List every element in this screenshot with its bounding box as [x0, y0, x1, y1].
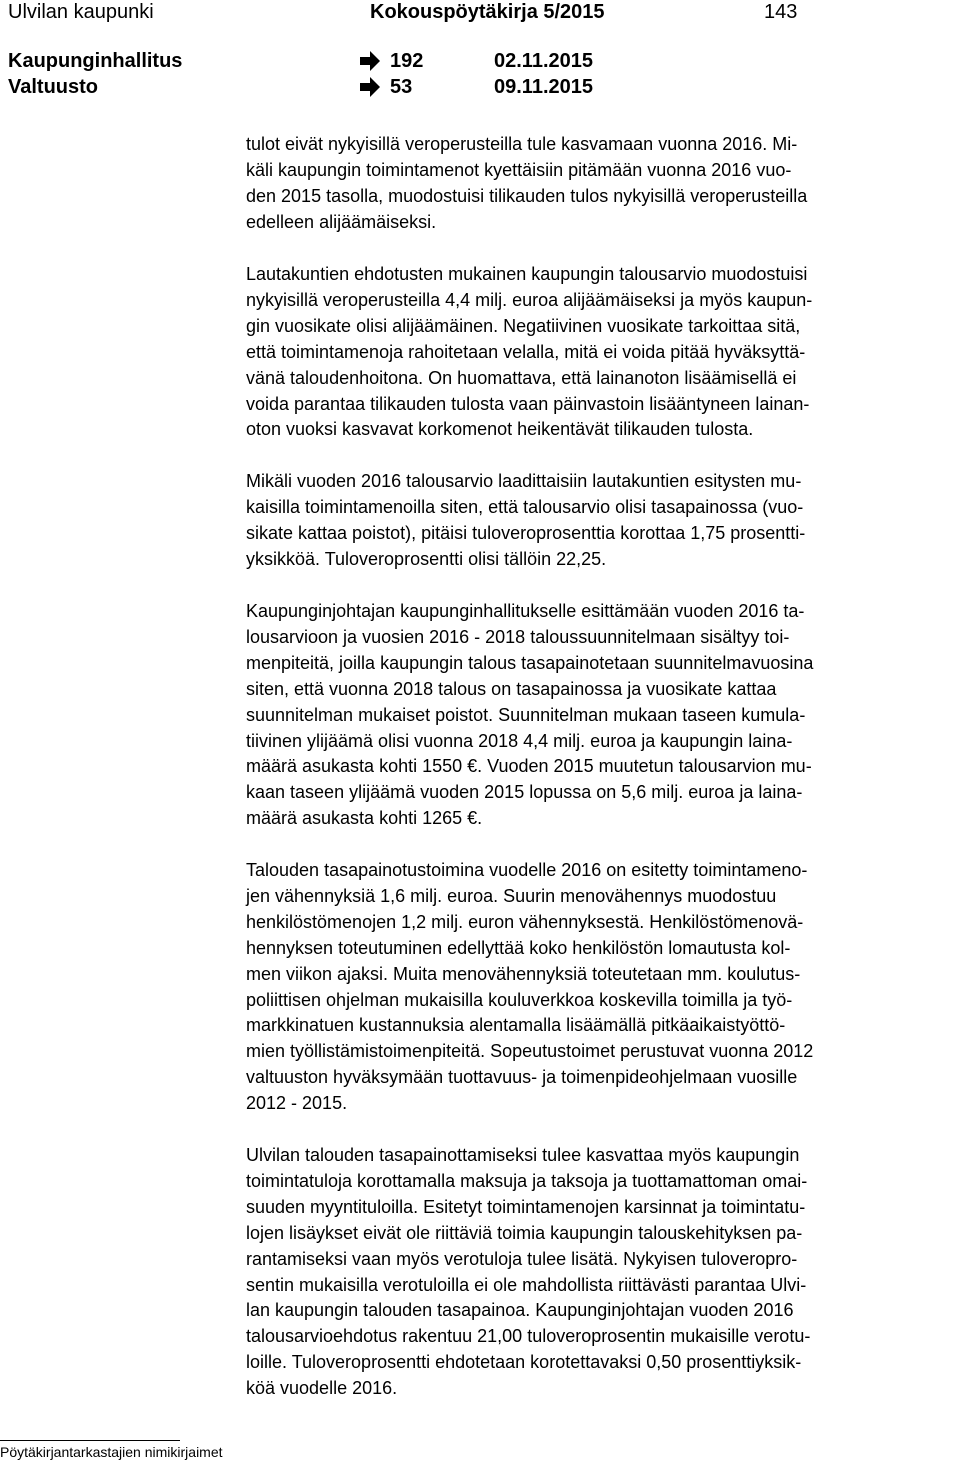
- text-line: suunnitelman mukaiset poistot. Suunnitelman mukaan taseen kumula-: [246, 704, 806, 725]
- text-line: sikate kattaa poistot), pitäisi tuloveroprosenttia korottaa 1,75 prosentti-: [246, 522, 806, 543]
- text-line: käli kaupungin toimintamenot kyettäisiin pitämään vuonna 2016 vuo-: [246, 159, 792, 180]
- text-line: Talouden tasapainotustoimina vuodelle 2016 on esitetty toimintameno-: [246, 860, 808, 880]
- text-line: henkilöstömenojen 1,2 milj. euron vähennyksestä. Henkilöstömenovä-: [246, 911, 804, 932]
- meeting-body-2: Valtuusto: [8, 76, 99, 98]
- city-name: Ulvilan kaupunki: [8, 1, 154, 23]
- text-line: gin vuosikate olisi alijäämäinen. Negatiivinen vuosikate tarkoittaa sitä,: [246, 315, 801, 336]
- text-line: voida parantaa tilikauden tulosta vaan päinvastoin lisääntyneen lainan-: [246, 393, 810, 414]
- text-line: Mikäli vuoden 2016 talousarvio laadittaisiin lautakuntien esitysten mu-: [246, 471, 802, 491]
- text-line: rantamiseksi vaan myös verotuloja tulee lisätä. Nykyisen tuloveropro-: [246, 1248, 798, 1269]
- text-line: määrä asukasta kohti 1550 €. Vuoden 2015 muutetun talousarvion mu-: [246, 756, 812, 777]
- text-line: kaan taseen ylijäämä vuoden 2015 lopussa on 5,6 milj. euroa ja laina-: [246, 782, 803, 803]
- text-line: sentin mukaisilla verotuloilla ei ole mahdollista riittävästi parantaa Ulvi-: [246, 1274, 807, 1295]
- text-line: mien työllistämistoimenpiteitä. Sopeutustoimet perustuvat vuonna 2012: [246, 1041, 814, 1062]
- text-line: loille. Tuloveroprosentti ehdotetaan korotettavaksi 0,50 prosenttiyksik-: [246, 1352, 802, 1373]
- section-number-2: 53: [390, 76, 413, 98]
- text-line: Ulvilan talouden tasapainottamiseksi tulee kasvattaa myös kaupungin: [246, 1145, 800, 1165]
- paragraph-4: [246, 599, 958, 832]
- paragraph-6: [246, 1143, 958, 1402]
- text-line: jen vähennyksiä 1,6 milj. euroa. Suurin menovähennys muodostuu: [246, 885, 777, 906]
- document-title: Kokouspöytäkirja 5/2015: [370, 1, 605, 23]
- paragraph-3: [246, 469, 958, 573]
- text-line: lan kaupungin talouden tasapainoa. Kaupunginjohtajan vuoden 2016: [246, 1300, 794, 1321]
- meeting-body-1: Kaupunginhallitus: [8, 50, 183, 72]
- text-line: talousarvioehdotus rakentuu 21,00 tuloveroprosentin mukaisille verotu-: [246, 1326, 811, 1347]
- text-line: kaisilla toimintamenoilla siten, että talousarvio olisi tasapainossa (vuo-: [246, 496, 804, 517]
- section-number-1: 192: [390, 50, 424, 72]
- paragraph-2: [246, 262, 958, 443]
- meeting-date-2: 09.11.2015: [494, 76, 593, 98]
- section-arrow-icon: [360, 51, 380, 71]
- paragraph-1: [246, 132, 958, 236]
- section-arrow-icon: [360, 77, 380, 97]
- text-line: vänä taloudenhoitona. On huomattava, että lainanoton lisäämisellä ei: [246, 367, 797, 388]
- text-line: hennyksen toteutuminen edellyttää koko henkilöstön lomautusta kol-: [246, 937, 791, 958]
- text-line: siten, että vuonna 2018 talous on tasapainossa ja vuosikate kattaa: [246, 678, 777, 699]
- text-line: tulot eivät nykyisillä veroperusteilla tule kasvamaan vuonna 2016. Mi-: [246, 134, 798, 154]
- footer-divider: [0, 1440, 180, 1441]
- paragraph-5: [246, 858, 958, 1117]
- text-line: 2012 - 2015.: [246, 1093, 348, 1114]
- text-line: toimintatuloja korottamalla maksuja ja taksoja ja tuottamattoman omai-: [246, 1170, 808, 1191]
- text-line: köä vuodelle 2016.: [246, 1378, 398, 1399]
- text-line: että toimintamenoja rahoitetaan velalla, mitä ei voida pitää hyväksyttä-: [246, 341, 806, 362]
- text-line: men viikon ajaksi. Muita menovähennyksiä toteutetaan mm. koulutus-: [246, 963, 801, 984]
- text-line: suuden myyntituloilla. Esitetyt toimintamenojen karsinnat ja toimintatu-: [246, 1196, 806, 1217]
- text-line: valtuuston hyväksymään tuottavuus- ja toimenpideohjelmaan vuosille: [246, 1067, 798, 1088]
- text-line: yksikköä. Tuloveroprosentti olisi tällöin 22,25.: [246, 548, 607, 569]
- text-line: tiivinen ylijäämä olisi vuonna 2018 4,4 milj. euroa ja kaupungin laina-: [246, 730, 793, 751]
- text-line: oton vuoksi kasvavat korkomenot heikentävät tilikauden tulosta.: [246, 419, 754, 440]
- meeting-date-1: 02.11.2015: [494, 50, 593, 72]
- text-line: poliittisen ohjelman mukaisilla kouluverkkoa koskevilla toimilla ja työ-: [246, 989, 793, 1010]
- text-line: menpiteitä, joilla kaupungin talous tasapainotetaan suunnitelmavuosina: [246, 652, 814, 673]
- text-line: den 2015 tasolla, muodostuisi tilikauden tulos nykyisillä veroperusteilla: [246, 185, 808, 206]
- page-number: 143: [764, 1, 798, 23]
- text-line: markkinatuen kustannuksia alentamalla lisäämällä pitkäaikaistyöttö-: [246, 1015, 786, 1036]
- text-line: määrä asukasta kohti 1265 €.: [246, 808, 483, 829]
- text-line: Kaupunginjohtajan kaupunginhallitukselle esittämään vuoden 2016 ta-: [246, 601, 805, 621]
- text-line: nykyisillä veroperusteilla 4,4 milj. euroa alijäämäiseksi ja myös kaupun-: [246, 289, 813, 310]
- text-line: lousarvioon ja vuosien 2016 - 2018 taloussuunnitelmaan sisältyy toi-: [246, 626, 790, 647]
- signature-note: Pöytäkirjantarkastajien nimikirjaimet: [0, 1444, 223, 1460]
- text-line: Lautakuntien ehdotusten mukainen kaupungin talousarvio muodostuisi: [246, 264, 808, 284]
- text-line: lojen lisäykset eivät ole riittäviä toimia kaupungin talouskehityksen pa-: [246, 1222, 803, 1243]
- text-line: edelleen alijäämäiseksi.: [246, 211, 437, 232]
